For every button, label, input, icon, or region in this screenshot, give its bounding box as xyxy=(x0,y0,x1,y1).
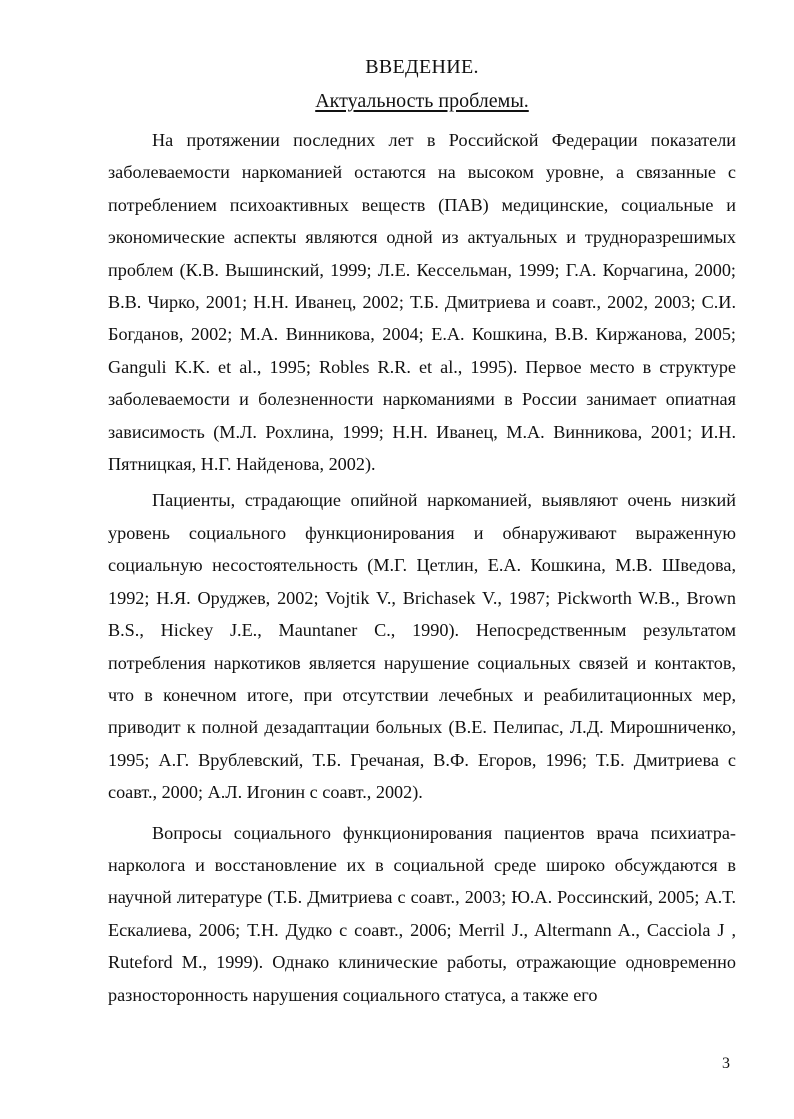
document-page xyxy=(108,52,736,1011)
section-subheading: Актуальность проблемы. xyxy=(315,90,529,112)
paragraph-3: Вопросы социального функционирования пациентов врача психиатра-нарколога и восстановление их в социальной среде широко обсуждаются в научной литературе (Т.Б. Дмитриева с соавт., 2003; Ю.А. Россинский, 2005; А.Т. Ескалиева, 2006; Т.Н. Дудко с соавт., 2006; Merril J., Altermann A., Cacciola J , Ruteford M., 1999). Однако клинические работы, отражающие одновременно разносторонность нарушения социального статуса, а также его xyxy=(108,822,736,1005)
paragraph-2: Пациенты, страдающие опийной наркоманией, выявляют очень низкий уровень социального функционирования и обнаруживают выраженную социальную несостоятельность (М.Г. Цетлин, Е.А. Кошкина, М.В. Шведова, 1992; Н.Я. Оруджев, 2002; Vojtik V., Brichasek V., 1987; Pickworth W.B., Brown B.S., Hickey J.E., Mauntaner C., 1990). Непосредственным результатом потребления наркотиков является нарушение социальных связей и контактов, что в конечном итоге, при отсутствии лечебных и реабилитационных мер, приводит к полной дезадаптации больных (В.Е. Пелипас, Л.Д. Мирошниченко, 1995; А.Г. Врублевский, Т.Б. Гречаная, В.Ф. Егоров, 1996; Т.Б. Дмитриева с соавт., 2000; А.Л. Игонин с соавт., 2002). xyxy=(108,490,736,803)
section-heading: ВВЕДЕНИЕ. xyxy=(365,56,479,78)
paragraph-1: На протяжении последних лет в Российской Федерации показатели заболеваемости наркоманией остаются на высоком уровне, а связанные с потреблением психоактивных веществ (ПАВ) медицинские, социальные и экономические аспекты являются одной из актуальных и трудноразрешимых проблем (К.В. Вышинский, 1999; Л.Е. Кессельман, 1999; Г.А. Корчагина, 2000; В.В. Чирко, 2001; Н.Н. Иванец, 2002; Т.Б. Дмитриева и соавт., 2002, 2003; С.И. Богданов, 2002; М.А. Винникова, 2004; Е.А. Кошкина, В.В. Киржанова, 2005; Ganguli K.K. et al., 1995; Robles R.R. et al., 1995). Первое место в структуре заболеваемости и болезненности наркоманиями в России занимает опиатная зависимость (М.Л. Рохлина, 1999; Н.Н. Иванец, М.А. Винникова, 2001; И.Н. Пятницкая, Н.Г. Найденова, 2002). xyxy=(108,130,736,475)
page-number: 3 xyxy=(722,1055,730,1072)
